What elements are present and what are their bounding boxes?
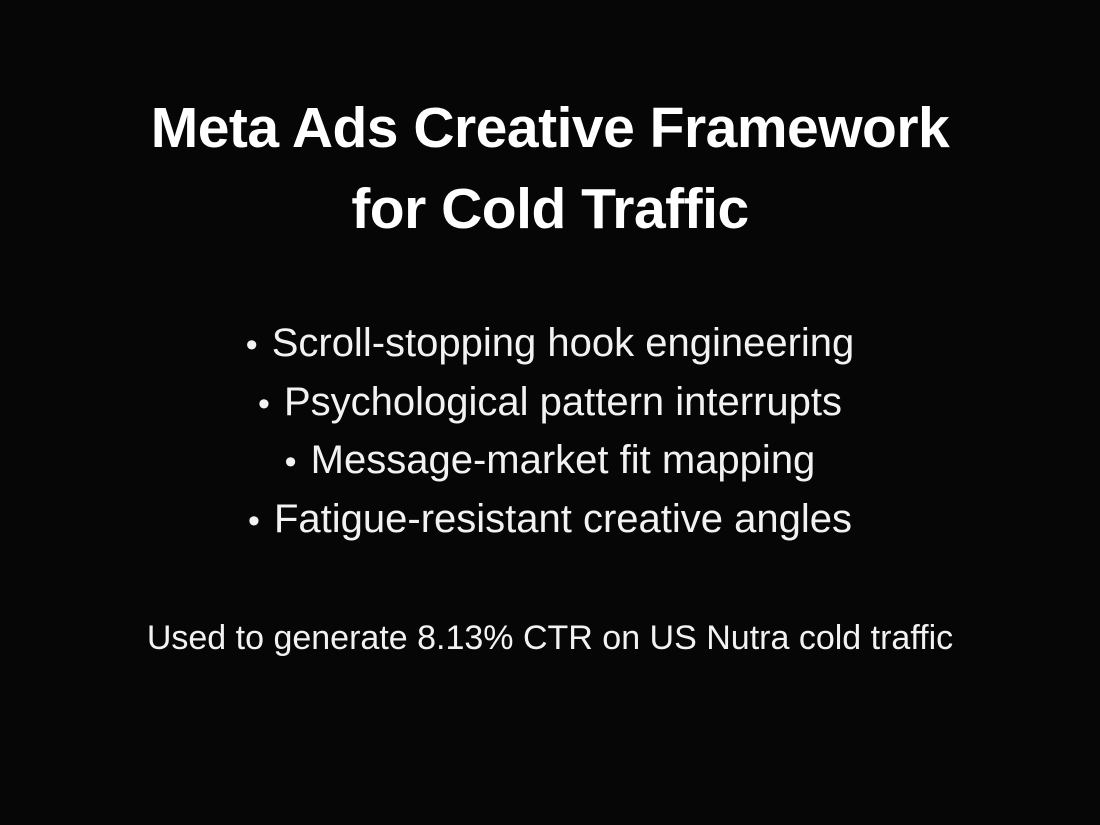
bullet-point-icon: •: [284, 443, 297, 482]
list-item: [258, 373, 842, 432]
list-item-label: Scroll-stopping hook engineering: [271, 320, 855, 365]
list-item-label: Psychological pattern interrupts: [283, 379, 843, 424]
list-item-label: Message-market fit mapping: [310, 438, 816, 483]
list-item-label: Fatigue-resistant creative angles: [273, 497, 853, 542]
bullet-point-icon: •: [245, 325, 258, 364]
page-title: [151, 88, 950, 250]
page-title-line-1: Meta Ads Creative Framework: [150, 96, 950, 160]
bullet-list: [246, 314, 855, 549]
list-item: [248, 490, 852, 549]
bullet-point-icon: •: [247, 502, 260, 541]
bullet-point-icon: •: [257, 384, 270, 423]
list-item: [246, 314, 855, 373]
footnote-text: Used to generate 8.13% CTR on US Nutra cold traffic: [146, 619, 954, 658]
page-title-line-2: for Cold Traffic: [351, 176, 749, 241]
list-item: [285, 431, 816, 490]
